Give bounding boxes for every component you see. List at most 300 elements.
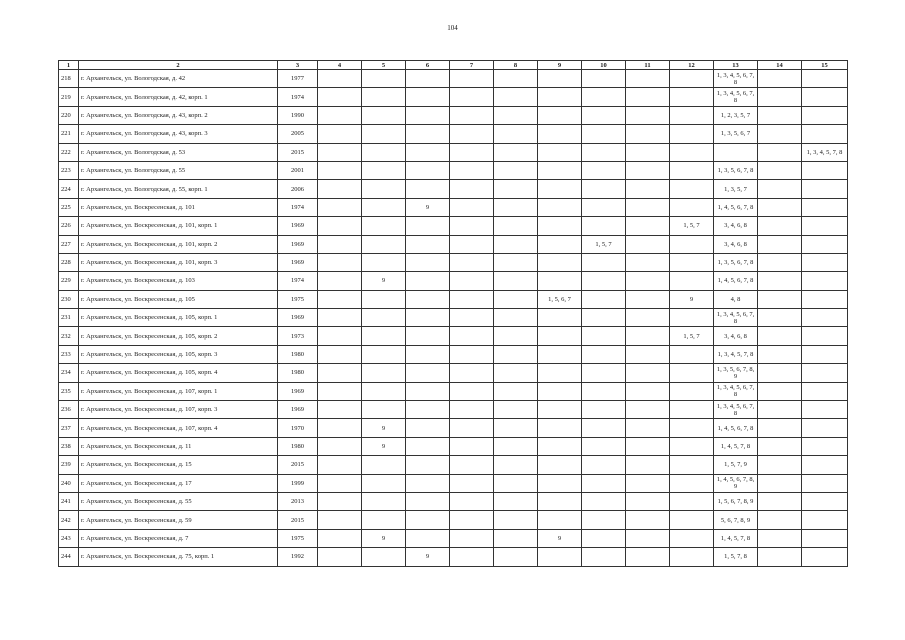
cell-col-2: г. Архангельск, ул. Воскресенская, д. 105 xyxy=(79,290,278,308)
cell-col-5 xyxy=(362,548,406,566)
cell-col-8 xyxy=(494,382,538,400)
cell-col-4 xyxy=(318,327,362,345)
cell-col-14 xyxy=(758,364,802,382)
cell-col-6: 9 xyxy=(406,548,450,566)
cell-col-4 xyxy=(318,217,362,235)
cell-col-3: 1975 xyxy=(278,529,318,547)
cell-col-13: 3, 4, 6, 8 xyxy=(714,217,758,235)
cell-col-6 xyxy=(406,492,450,510)
cell-col-3: 1977 xyxy=(278,70,318,88)
cell-col-14 xyxy=(758,235,802,253)
cell-col-15 xyxy=(802,548,848,566)
cell-col-3: 1969 xyxy=(278,235,318,253)
cell-col-1: 228 xyxy=(59,253,79,271)
cell-col-11 xyxy=(626,511,670,529)
cell-col-12 xyxy=(670,456,714,474)
cell-col-6 xyxy=(406,456,450,474)
cell-col-1: 242 xyxy=(59,511,79,529)
cell-col-12 xyxy=(670,70,714,88)
cell-col-7 xyxy=(450,106,494,124)
cell-col-6 xyxy=(406,529,450,547)
cell-col-8 xyxy=(494,327,538,345)
cell-col-14 xyxy=(758,548,802,566)
cell-col-4 xyxy=(318,474,362,492)
cell-col-10 xyxy=(582,253,626,271)
cell-col-2: г. Архангельск, ул. Воскресенская, д. 7 xyxy=(79,529,278,547)
cell-col-2: г. Архангельск, ул. Вологодская, д. 55 xyxy=(79,161,278,179)
cell-col-12 xyxy=(670,529,714,547)
cell-col-10 xyxy=(582,88,626,106)
cell-col-1: 243 xyxy=(59,529,79,547)
cell-col-15 xyxy=(802,180,848,198)
cell-col-14 xyxy=(758,309,802,327)
cell-col-2: г. Архангельск, ул. Воскресенская, д. 101 xyxy=(79,198,278,216)
cell-col-8 xyxy=(494,492,538,510)
column-header: 15 xyxy=(802,61,848,70)
cell-col-7 xyxy=(450,401,494,419)
cell-col-6 xyxy=(406,401,450,419)
column-header: 14 xyxy=(758,61,802,70)
cell-col-9 xyxy=(538,492,582,510)
cell-col-7 xyxy=(450,143,494,161)
cell-col-4 xyxy=(318,437,362,455)
cell-col-4 xyxy=(318,198,362,216)
cell-col-14 xyxy=(758,345,802,363)
table-row xyxy=(59,511,848,529)
cell-col-5: 9 xyxy=(362,529,406,547)
cell-col-3: 1969 xyxy=(278,309,318,327)
table-row xyxy=(59,492,848,510)
cell-col-12 xyxy=(670,474,714,492)
table-row xyxy=(59,309,848,327)
cell-col-4 xyxy=(318,492,362,510)
column-header: 2 xyxy=(79,61,278,70)
cell-col-7 xyxy=(450,548,494,566)
cell-col-3: 2005 xyxy=(278,125,318,143)
cell-col-10 xyxy=(582,548,626,566)
cell-col-9 xyxy=(538,161,582,179)
cell-col-3: 1975 xyxy=(278,290,318,308)
cell-col-6 xyxy=(406,217,450,235)
cell-col-8 xyxy=(494,272,538,290)
cell-col-11 xyxy=(626,548,670,566)
cell-col-1: 220 xyxy=(59,106,79,124)
cell-col-2: г. Архангельск, ул. Воскресенская, д. 105, корп. 3 xyxy=(79,345,278,363)
cell-col-9 xyxy=(538,327,582,345)
cell-col-11 xyxy=(626,419,670,437)
cell-col-12 xyxy=(670,88,714,106)
column-header: 4 xyxy=(318,61,362,70)
table-row xyxy=(59,474,848,492)
cell-col-2: г. Архангельск, ул. Воскресенская, д. 105, корп. 1 xyxy=(79,309,278,327)
cell-col-12 xyxy=(670,511,714,529)
cell-col-6 xyxy=(406,419,450,437)
table-row xyxy=(59,217,848,235)
cell-col-15 xyxy=(802,437,848,455)
cell-col-10 xyxy=(582,437,626,455)
table-body xyxy=(59,70,848,567)
cell-col-9 xyxy=(538,198,582,216)
table-row xyxy=(59,125,848,143)
cell-col-15: 1, 3, 4, 5, 7, 8 xyxy=(802,143,848,161)
cell-col-6 xyxy=(406,253,450,271)
cell-col-13 xyxy=(714,143,758,161)
cell-col-4 xyxy=(318,345,362,363)
table-row xyxy=(59,180,848,198)
cell-col-2: г. Архангельск, ул. Воскресенская, д. 101, корп. 2 xyxy=(79,235,278,253)
cell-col-11 xyxy=(626,364,670,382)
cell-col-9 xyxy=(538,125,582,143)
table-row xyxy=(59,253,848,271)
cell-col-12 xyxy=(670,235,714,253)
cell-col-1: 226 xyxy=(59,217,79,235)
cell-col-13: 1, 3, 5, 6, 7, 8, 9 xyxy=(714,364,758,382)
cell-col-14 xyxy=(758,217,802,235)
cell-col-15 xyxy=(802,456,848,474)
cell-col-13: 1, 3, 5, 6, 7, 8 xyxy=(714,161,758,179)
cell-col-8 xyxy=(494,290,538,308)
cell-col-11 xyxy=(626,345,670,363)
cell-col-14 xyxy=(758,143,802,161)
cell-col-12 xyxy=(670,253,714,271)
cell-col-1: 239 xyxy=(59,456,79,474)
cell-col-13: 1, 4, 5, 7, 8 xyxy=(714,529,758,547)
cell-col-13: 5, 6, 7, 8, 9 xyxy=(714,511,758,529)
cell-col-9 xyxy=(538,106,582,124)
cell-col-8 xyxy=(494,235,538,253)
cell-col-4 xyxy=(318,161,362,179)
cell-col-4 xyxy=(318,401,362,419)
cell-col-12 xyxy=(670,401,714,419)
cell-col-7 xyxy=(450,474,494,492)
column-header: 9 xyxy=(538,61,582,70)
cell-col-6 xyxy=(406,474,450,492)
cell-col-5 xyxy=(362,161,406,179)
cell-col-2: г. Архангельск, ул. Воскресенская, д. 17 xyxy=(79,474,278,492)
cell-col-15 xyxy=(802,474,848,492)
cell-col-14 xyxy=(758,125,802,143)
cell-col-14 xyxy=(758,382,802,400)
cell-col-10 xyxy=(582,401,626,419)
cell-col-14 xyxy=(758,198,802,216)
cell-col-7 xyxy=(450,198,494,216)
cell-col-15 xyxy=(802,382,848,400)
cell-col-6 xyxy=(406,272,450,290)
cell-col-2: г. Архангельск, ул. Вологодская, д. 42, корп. 1 xyxy=(79,88,278,106)
cell-col-11 xyxy=(626,106,670,124)
cell-col-8 xyxy=(494,529,538,547)
cell-col-6 xyxy=(406,125,450,143)
cell-col-8 xyxy=(494,437,538,455)
cell-col-15 xyxy=(802,198,848,216)
cell-col-5 xyxy=(362,474,406,492)
cell-col-2: г. Архангельск, ул. Воскресенская, д. 107, корп. 4 xyxy=(79,419,278,437)
cell-col-12 xyxy=(670,364,714,382)
cell-col-10 xyxy=(582,419,626,437)
cell-col-6 xyxy=(406,327,450,345)
cell-col-14 xyxy=(758,180,802,198)
cell-col-9 xyxy=(538,419,582,437)
table-row xyxy=(59,327,848,345)
cell-col-13: 1, 3, 4, 5, 6, 7, 8 xyxy=(714,401,758,419)
cell-col-6 xyxy=(406,437,450,455)
cell-col-11 xyxy=(626,180,670,198)
cell-col-4 xyxy=(318,309,362,327)
cell-col-2: г. Архангельск, ул. Воскресенская, д. 55 xyxy=(79,492,278,510)
cell-col-9: 9 xyxy=(538,529,582,547)
cell-col-3: 2015 xyxy=(278,511,318,529)
cell-col-15 xyxy=(802,309,848,327)
cell-col-12 xyxy=(670,106,714,124)
cell-col-1: 235 xyxy=(59,382,79,400)
cell-col-7 xyxy=(450,290,494,308)
cell-col-8 xyxy=(494,143,538,161)
cell-col-15 xyxy=(802,492,848,510)
cell-col-11 xyxy=(626,253,670,271)
cell-col-11 xyxy=(626,198,670,216)
cell-col-1: 244 xyxy=(59,548,79,566)
cell-col-4 xyxy=(318,88,362,106)
cell-col-12 xyxy=(670,548,714,566)
cell-col-7 xyxy=(450,70,494,88)
cell-col-6 xyxy=(406,88,450,106)
cell-col-2: г. Архангельск, ул. Воскресенская, д. 101, корп. 3 xyxy=(79,253,278,271)
cell-col-9 xyxy=(538,345,582,363)
cell-col-3: 1980 xyxy=(278,437,318,455)
cell-col-2: г. Архангельск, ул. Вологодская, д. 43, корп. 3 xyxy=(79,125,278,143)
cell-col-15 xyxy=(802,401,848,419)
cell-col-8 xyxy=(494,419,538,437)
cell-col-13: 1, 5, 7, 9 xyxy=(714,456,758,474)
cell-col-4 xyxy=(318,456,362,474)
cell-col-3: 1970 xyxy=(278,419,318,437)
column-header: 10 xyxy=(582,61,626,70)
cell-col-3: 1980 xyxy=(278,345,318,363)
cell-col-14 xyxy=(758,401,802,419)
cell-col-2: г. Архангельск, ул. Вологодская, д. 55, корп. 1 xyxy=(79,180,278,198)
column-header: 7 xyxy=(450,61,494,70)
cell-col-6 xyxy=(406,382,450,400)
cell-col-12: 1, 5, 7 xyxy=(670,217,714,235)
cell-col-5 xyxy=(362,345,406,363)
cell-col-11 xyxy=(626,161,670,179)
cell-col-4 xyxy=(318,70,362,88)
page-number: 104 xyxy=(447,24,458,32)
cell-col-4 xyxy=(318,180,362,198)
cell-col-5 xyxy=(362,382,406,400)
cell-col-2: г. Архангельск, ул. Вологодская, д. 42 xyxy=(79,70,278,88)
cell-col-9 xyxy=(538,272,582,290)
cell-col-8 xyxy=(494,456,538,474)
cell-col-12 xyxy=(670,161,714,179)
cell-col-4 xyxy=(318,106,362,124)
cell-col-3: 1974 xyxy=(278,272,318,290)
table-row xyxy=(59,290,848,308)
cell-col-11 xyxy=(626,401,670,419)
table-row xyxy=(59,106,848,124)
cell-col-5 xyxy=(362,290,406,308)
cell-col-13: 1, 4, 5, 6, 7, 8 xyxy=(714,272,758,290)
cell-col-8 xyxy=(494,511,538,529)
cell-col-5 xyxy=(362,511,406,529)
cell-col-9 xyxy=(538,548,582,566)
cell-col-8 xyxy=(494,217,538,235)
cell-col-1: 219 xyxy=(59,88,79,106)
header-row xyxy=(59,61,848,70)
cell-col-1: 237 xyxy=(59,419,79,437)
table-row xyxy=(59,456,848,474)
cell-col-5 xyxy=(362,106,406,124)
cell-col-3: 1969 xyxy=(278,382,318,400)
cell-col-12 xyxy=(670,382,714,400)
cell-col-3: 2013 xyxy=(278,492,318,510)
cell-col-3: 1999 xyxy=(278,474,318,492)
cell-col-10 xyxy=(582,309,626,327)
cell-col-5 xyxy=(362,125,406,143)
cell-col-8 xyxy=(494,548,538,566)
cell-col-12 xyxy=(670,492,714,510)
cell-col-5 xyxy=(362,88,406,106)
cell-col-1: 238 xyxy=(59,437,79,455)
cell-col-15 xyxy=(802,327,848,345)
cell-col-10 xyxy=(582,125,626,143)
cell-col-9 xyxy=(538,511,582,529)
cell-col-12: 1, 5, 7 xyxy=(670,327,714,345)
cell-col-11 xyxy=(626,327,670,345)
cell-col-7 xyxy=(450,492,494,510)
cell-col-3: 1980 xyxy=(278,364,318,382)
cell-col-15 xyxy=(802,253,848,271)
cell-col-15 xyxy=(802,235,848,253)
cell-col-15 xyxy=(802,419,848,437)
cell-col-8 xyxy=(494,70,538,88)
cell-col-14 xyxy=(758,161,802,179)
cell-col-14 xyxy=(758,290,802,308)
table-row xyxy=(59,382,848,400)
cell-col-13: 1, 3, 4, 5, 6, 7, 8 xyxy=(714,70,758,88)
cell-col-12 xyxy=(670,198,714,216)
cell-col-4 xyxy=(318,529,362,547)
cell-col-13: 1, 3, 5, 7 xyxy=(714,180,758,198)
cell-col-8 xyxy=(494,364,538,382)
cell-col-10 xyxy=(582,180,626,198)
cell-col-10 xyxy=(582,198,626,216)
cell-col-2: г. Архангельск, ул. Воскресенская, д. 107, корп. 1 xyxy=(79,382,278,400)
register-table xyxy=(58,60,848,567)
cell-col-6 xyxy=(406,345,450,363)
cell-col-2: г. Архангельск, ул. Воскресенская, д. 105, корп. 2 xyxy=(79,327,278,345)
cell-col-13: 1, 4, 5, 6, 7, 8 xyxy=(714,198,758,216)
cell-col-10 xyxy=(582,474,626,492)
cell-col-9 xyxy=(538,437,582,455)
cell-col-5 xyxy=(362,401,406,419)
cell-col-3: 1974 xyxy=(278,88,318,106)
cell-col-7 xyxy=(450,161,494,179)
cell-col-2: г. Архангельск, ул. Воскресенская, д. 59 xyxy=(79,511,278,529)
cell-col-12 xyxy=(670,143,714,161)
column-header: 11 xyxy=(626,61,670,70)
cell-col-14 xyxy=(758,253,802,271)
cell-col-7 xyxy=(450,382,494,400)
cell-col-1: 223 xyxy=(59,161,79,179)
cell-col-13: 1, 5, 6, 7, 8, 9 xyxy=(714,492,758,510)
cell-col-9: 1, 5, 6, 7 xyxy=(538,290,582,308)
cell-col-4 xyxy=(318,125,362,143)
cell-col-6 xyxy=(406,511,450,529)
cell-col-8 xyxy=(494,88,538,106)
cell-col-4 xyxy=(318,290,362,308)
cell-col-7 xyxy=(450,364,494,382)
cell-col-4 xyxy=(318,272,362,290)
table-row xyxy=(59,70,848,88)
cell-col-7 xyxy=(450,327,494,345)
cell-col-15 xyxy=(802,290,848,308)
cell-col-9 xyxy=(538,364,582,382)
table-row xyxy=(59,364,848,382)
cell-col-1: 240 xyxy=(59,474,79,492)
cell-col-13: 1, 4, 5, 7, 8 xyxy=(714,437,758,455)
cell-col-7 xyxy=(450,309,494,327)
cell-col-11 xyxy=(626,88,670,106)
cell-col-7 xyxy=(450,529,494,547)
table-row xyxy=(59,198,848,216)
cell-col-7 xyxy=(450,511,494,529)
table-row xyxy=(59,437,848,455)
column-header: 1 xyxy=(59,61,79,70)
cell-col-10 xyxy=(582,327,626,345)
cell-col-2: г. Архангельск, ул. Вологодская, д. 43, корп. 2 xyxy=(79,106,278,124)
cell-col-14 xyxy=(758,474,802,492)
cell-col-3: 1969 xyxy=(278,253,318,271)
cell-col-15 xyxy=(802,70,848,88)
cell-col-10 xyxy=(582,492,626,510)
cell-col-10 xyxy=(582,106,626,124)
cell-col-4 xyxy=(318,235,362,253)
cell-col-11 xyxy=(626,290,670,308)
cell-col-15 xyxy=(802,106,848,124)
cell-col-11 xyxy=(626,456,670,474)
cell-col-2: г. Архангельск, ул. Воскресенская, д. 105, корп. 4 xyxy=(79,364,278,382)
cell-col-13: 1, 3, 4, 5, 6, 7, 8 xyxy=(714,88,758,106)
cell-col-6 xyxy=(406,290,450,308)
cell-col-10 xyxy=(582,272,626,290)
cell-col-5 xyxy=(362,70,406,88)
cell-col-6 xyxy=(406,161,450,179)
cell-col-2: г. Архангельск, ул. Воскресенская, д. 11 xyxy=(79,437,278,455)
cell-col-7 xyxy=(450,217,494,235)
table-row xyxy=(59,345,848,363)
cell-col-3: 2006 xyxy=(278,180,318,198)
cell-col-14 xyxy=(758,88,802,106)
cell-col-10 xyxy=(582,161,626,179)
cell-col-12 xyxy=(670,345,714,363)
cell-col-12 xyxy=(670,272,714,290)
cell-col-5: 9 xyxy=(362,272,406,290)
cell-col-2: г. Архангельск, ул. Воскресенская, д. 107, корп. 3 xyxy=(79,401,278,419)
cell-col-1: 222 xyxy=(59,143,79,161)
cell-col-13: 1, 3, 4, 5, 7, 8 xyxy=(714,345,758,363)
cell-col-11 xyxy=(626,235,670,253)
cell-col-3: 1974 xyxy=(278,198,318,216)
cell-col-9 xyxy=(538,456,582,474)
cell-col-11 xyxy=(626,272,670,290)
cell-col-5 xyxy=(362,492,406,510)
cell-col-9 xyxy=(538,143,582,161)
cell-col-8 xyxy=(494,253,538,271)
cell-col-10 xyxy=(582,364,626,382)
cell-col-12 xyxy=(670,180,714,198)
cell-col-1: 241 xyxy=(59,492,79,510)
